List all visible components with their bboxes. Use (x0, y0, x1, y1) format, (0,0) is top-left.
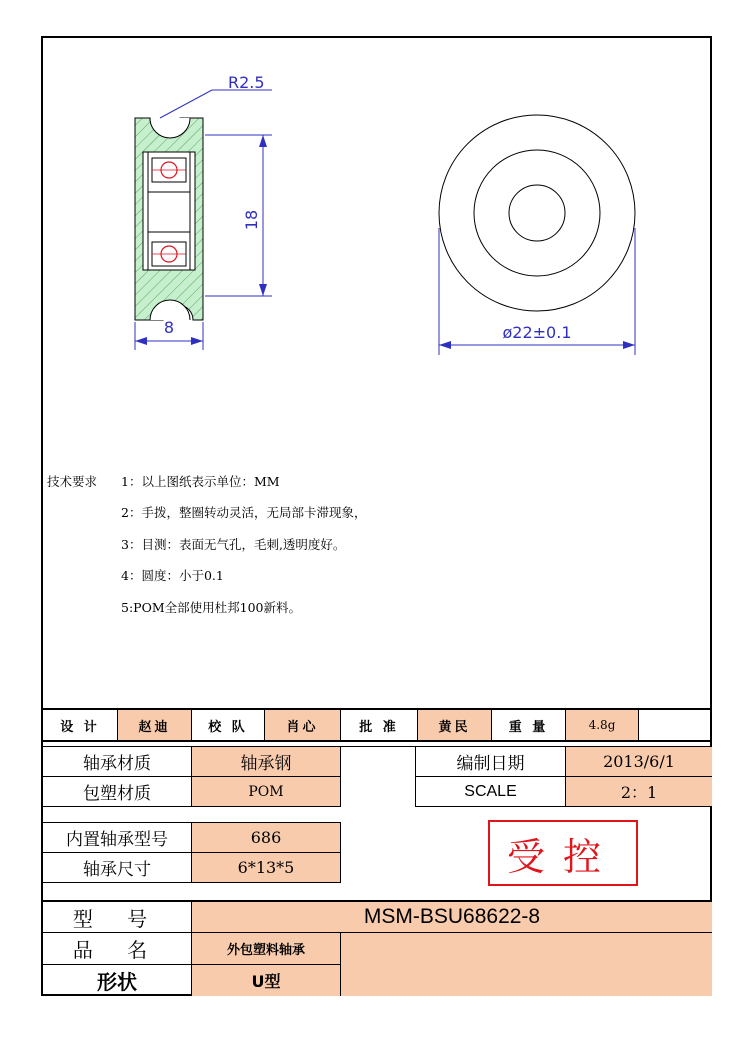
plastic-material-label: 包塑材质 (83, 784, 151, 804)
shape-value: U型 (192, 965, 340, 996)
note-item: 3：目测：表面无气孔，毛刺,透明度好。 (121, 537, 346, 552)
diameter-label: ø22±0.1 (502, 323, 572, 342)
weight-label: 重 量 (508, 719, 549, 735)
plastic-material-value: POM (192, 777, 340, 806)
approve-label: 批 准 (359, 719, 399, 735)
design-label: 设 计 (60, 719, 100, 735)
note-item: 1：以上图纸表示单位：MM (121, 474, 280, 489)
scale-label: SCALE (464, 782, 517, 800)
bearing-size-value: 6*13*5 (192, 853, 340, 882)
inner-bearing-label: 内置轴承型号 (66, 830, 168, 850)
bearing-material-label: 轴承材质 (83, 754, 151, 774)
design-value: 赵迪 (118, 710, 191, 740)
date-label: 编制日期 (456, 754, 525, 774)
note-item: 5:POM全部使用杜邦100新料。 (121, 600, 301, 615)
bearing-size-label: 轴承尺寸 (83, 860, 151, 880)
radius-label: R2.5 (228, 73, 265, 92)
product-blank-cell (341, 933, 712, 996)
note-item: 2：手拨，整圈转动灵活，无局部卡滞现象， (121, 505, 367, 520)
product-value: 外包塑料轴承 (192, 933, 340, 964)
check-value: 肖心 (265, 710, 340, 740)
inner-bearing-value: 686 (192, 823, 340, 852)
product-label: 品 名 (72, 938, 162, 962)
controlled-stamp: 受控 (488, 820, 638, 886)
note-item: 4：圆度：小于0.1 (121, 568, 224, 583)
weight-value: 4.8g (566, 710, 638, 740)
notes-heading: 技术要求 (47, 474, 98, 489)
height-label: 18 (242, 209, 261, 231)
check-label: 校 队 (208, 719, 248, 735)
approve-value: 黄民 (418, 710, 491, 740)
scale-value: 2：1 (566, 777, 712, 806)
shape-label: 形状 (97, 970, 137, 994)
date-value: 2013/6/1 (566, 747, 712, 776)
model-value: MSM-BSU68622-8 (192, 902, 712, 932)
bearing-material-value: 轴承钢 (192, 747, 340, 776)
model-label: 型 号 (72, 906, 162, 931)
width-label: 8 (163, 318, 175, 337)
